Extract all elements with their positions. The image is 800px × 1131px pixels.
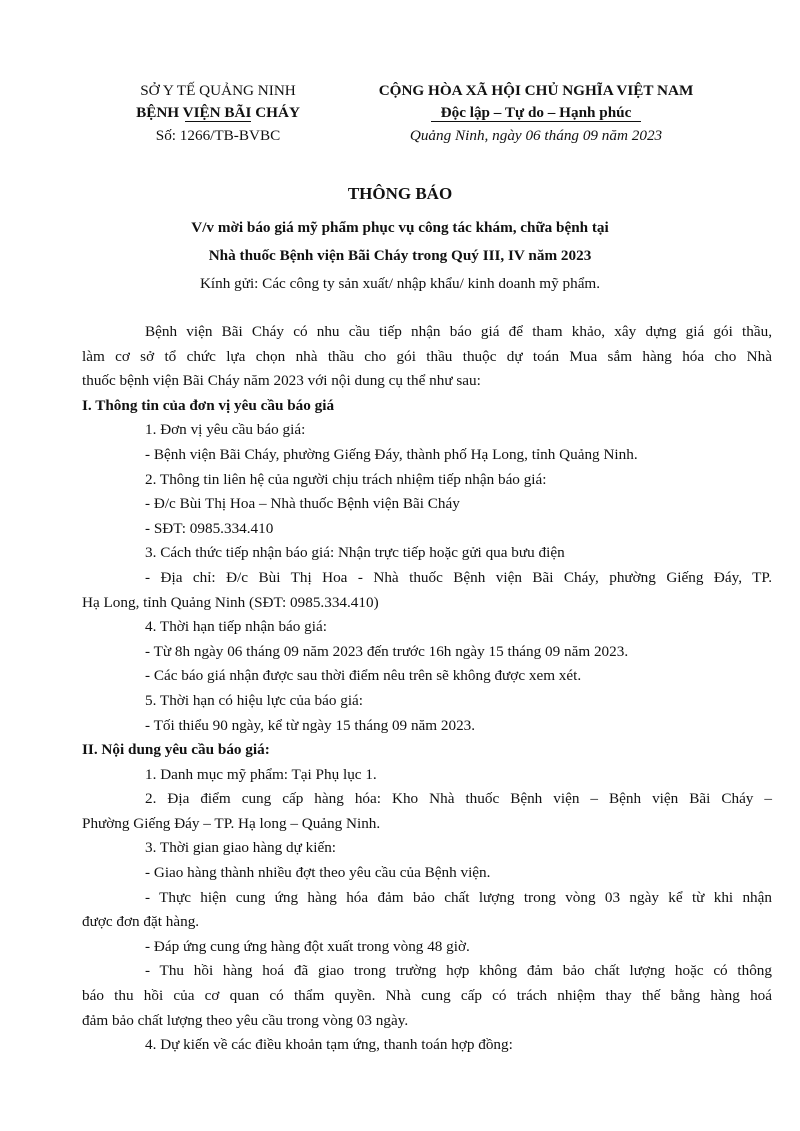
- list-item: - Từ 8h ngày 06 tháng 09 năm 2023 đến trước 16h ngày 15 tháng 09 năm 2023.: [145, 642, 629, 660]
- list-item: - Đ/c Bùi Thị Hoa – Nhà thuốc Bệnh viện Bãi Cháy: [145, 495, 460, 513]
- section-heading: II. Nội dung yêu cầu báo giá:: [82, 741, 270, 759]
- org-parent: SỞ Y TẾ QUẢNG NINH: [140, 82, 296, 99]
- document-body: [82, 320, 772, 1058]
- list-item: 3. Thời gian giao hàng dự kiến:: [145, 839, 337, 857]
- list-item: 2. Địa điểm cung cấp hàng hóa: Kho Nhà thuốc Bệnh viện – Bệnh viện Bãi Cháy –: [145, 790, 772, 808]
- list-item: - SĐT: 0985.334.410: [145, 519, 274, 537]
- list-item: đảm bảo chất lượng theo yêu cầu trong vòng 03 ngày.: [82, 1011, 409, 1029]
- list-item: - Địa chỉ: Đ/c Bùi Thị Hoa - Nhà thuốc Bệnh viện Bãi Cháy, phường Giếng Đáy, TP.: [145, 568, 772, 586]
- list-item: - Các báo giá nhận được sau thời điểm nêu trên sẽ không được xem xét.: [145, 667, 582, 685]
- list-item: 1. Danh mục mỹ phẩm: Tại Phụ lục 1.: [145, 765, 377, 783]
- list-item: - Giao hàng thành nhiều đợt theo yêu cầu của Bệnh viện.: [145, 864, 491, 882]
- list-item: Phường Giếng Đáy – TP. Hạ long – Quảng Ninh.: [82, 814, 381, 832]
- header-left: [108, 80, 328, 147]
- list-item: báo thu hồi của cơ quan có thẩm quyền. Nhà cung cấp có trách nhiệm thay thế bằng hàng hoá: [82, 987, 772, 1005]
- subject-line-1: V/v mời báo giá mỹ phẩm phục vụ công tác khám, chữa bệnh tại: [191, 219, 609, 236]
- list-item: - Bệnh viện Bãi Cháy, phường Giếng Đáy, thành phố Hạ Long, tỉnh Quảng Ninh.: [145, 445, 638, 463]
- list-item: Hạ Long, tỉnh Quảng Ninh (SĐT: 0985.334.410): [82, 593, 379, 611]
- list-item: được đơn đặt hàng.: [82, 913, 200, 931]
- list-item: - Đáp ứng cung ứng hàng đột xuất trong vòng 48 giờ.: [145, 937, 470, 955]
- doc-number: Số: 1266/TB-BVBC: [155, 127, 281, 144]
- doc-heading: THÔNG BÁO: [347, 184, 453, 203]
- list-item: 5. Thời hạn có hiệu lực của báo giá:: [145, 691, 363, 709]
- list-item: - Thực hiện cung ứng hàng hóa đảm bảo chất lượng trong vòng 03 ngày kể từ khi nhận: [145, 888, 772, 906]
- list-item: 4. Dự kiến về các điều khoản tạm ứng, thanh toán hợp đồng:: [145, 1036, 513, 1054]
- header-right: [356, 80, 716, 147]
- intro-line: thuốc bệnh viện Bãi Cháy năm 2023 với nội dung cụ thể như sau:: [82, 372, 481, 390]
- list-item: 2. Thông tin liên hệ của người chịu trách nhiệm tiếp nhận báo giá:: [145, 470, 547, 488]
- list-item: - Tối thiểu 90 ngày, kể từ ngày 15 tháng 09 năm 2023.: [145, 716, 476, 734]
- list-item: 1. Đơn vị yêu cầu báo giá:: [145, 421, 306, 439]
- list-item: 3. Cách thức tiếp nhận báo giá: Nhận trực tiếp hoặc gửi qua bưu điện: [145, 544, 565, 562]
- motto: Độc lập – Tự do – Hạnh phúc: [440, 104, 632, 121]
- section-heading: I. Thông tin của đơn vị yêu cầu báo giá: [82, 396, 335, 414]
- intro-line: Bệnh viện Bãi Cháy có nhu cầu tiếp nhận báo giá để tham khảo, xây dựng giá gói thầu,: [145, 323, 772, 340]
- list-item: - Thu hồi hàng hoá đã giao trong trường hợp không đảm bảo chất lượng hoặc có thông: [145, 962, 772, 980]
- recipient-line: Kính gửi: Các công ty sản xuất/ nhập khẩu/ kinh doanh mỹ phẩm.: [199, 275, 601, 292]
- intro-line: làm cơ sở tổ chức lựa chọn nhà thầu cho gói thầu thuộc dự toán Mua sắm hàng hóa cho Nhà: [82, 347, 772, 365]
- org-name: BỆNH VIỆN BÃI CHÁY: [136, 104, 300, 121]
- list-item: 4. Thời hạn tiếp nhận báo giá:: [145, 618, 327, 636]
- place-date: Quảng Ninh, ngày 06 tháng 09 năm 2023: [409, 127, 663, 144]
- subject-line-2: Nhà thuốc Bệnh viện Bãi Cháy trong Quý III, IV năm 2023: [208, 247, 592, 264]
- national-title: CỘNG HÒA XÃ HỘI CHỦ NGHĨA VIỆT NAM: [378, 82, 694, 99]
